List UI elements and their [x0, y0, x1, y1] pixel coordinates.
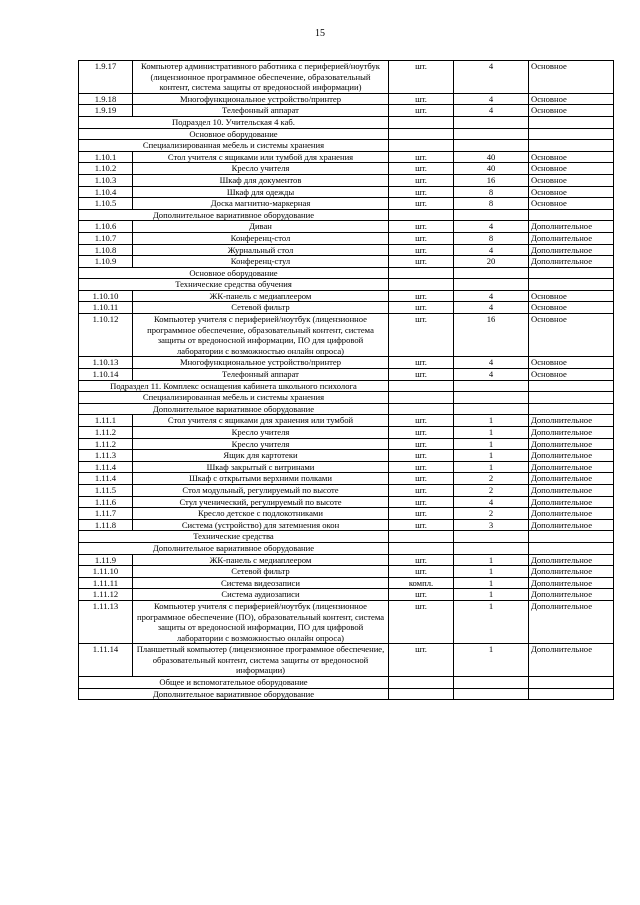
item-type: Основное [529, 151, 614, 163]
table-row [79, 290, 614, 302]
item-quantity: 1 [454, 644, 529, 677]
table-row [79, 566, 614, 578]
item-unit: шт. [389, 461, 454, 473]
table-row [79, 232, 614, 244]
section-title: Дополнительное вариативное оборудование [79, 688, 389, 700]
item-name: ЖК-панель с медиаплеером [133, 290, 389, 302]
section-header-row [79, 279, 614, 291]
item-quantity: 1 [454, 438, 529, 450]
empty-cell [454, 531, 529, 543]
item-quantity: 4 [454, 357, 529, 369]
item-name: Кресло учителя [133, 163, 389, 175]
item-type: Основное [529, 357, 614, 369]
table-row [79, 105, 614, 117]
item-type: Дополнительное [529, 589, 614, 601]
table-row [79, 415, 614, 427]
item-number: 1.11.7 [79, 508, 133, 520]
item-quantity: 1 [454, 589, 529, 601]
table-row [79, 369, 614, 381]
item-name: Система аудиозаписи [133, 589, 389, 601]
item-unit: шт. [389, 290, 454, 302]
item-unit: шт. [389, 163, 454, 175]
empty-cell [454, 116, 529, 128]
item-number: 1.10.3 [79, 174, 133, 186]
item-quantity: 40 [454, 163, 529, 175]
item-number: 1.11.12 [79, 589, 133, 601]
section-title: Специализированная мебель и системы хранения [79, 140, 389, 152]
item-unit: шт. [389, 554, 454, 566]
item-name: Ящик для картотеки [133, 450, 389, 462]
item-number: 1.11.5 [79, 484, 133, 496]
item-name: Стол учителя с ящиками или тумбой для хранения [133, 151, 389, 163]
item-quantity: 16 [454, 314, 529, 357]
table-row [79, 61, 614, 94]
item-unit: шт. [389, 357, 454, 369]
item-type: Основное [529, 105, 614, 117]
item-quantity: 2 [454, 484, 529, 496]
item-number: 1.10.5 [79, 198, 133, 210]
table-row [79, 256, 614, 268]
item-unit: шт. [389, 244, 454, 256]
item-unit: шт. [389, 600, 454, 643]
item-quantity: 1 [454, 461, 529, 473]
item-name: Журнальный стол [133, 244, 389, 256]
item-unit: шт. [389, 314, 454, 357]
item-type: Дополнительное [529, 554, 614, 566]
empty-cell [529, 209, 614, 221]
section-header-row [79, 542, 614, 554]
section-header-row [79, 380, 614, 392]
item-type: Основное [529, 290, 614, 302]
item-name: Стол модульный, регулируемый по высоте [133, 484, 389, 496]
item-number: 1.10.4 [79, 186, 133, 198]
item-type: Основное [529, 163, 614, 175]
table-row [79, 450, 614, 462]
item-number: 1.10.9 [79, 256, 133, 268]
item-type: Дополнительное [529, 221, 614, 233]
empty-cell [389, 209, 454, 221]
section-title: Общее и вспомогательное оборудование [79, 677, 389, 689]
item-quantity: 4 [454, 61, 529, 94]
item-name: Сетевой фильтр [133, 566, 389, 578]
empty-cell [389, 128, 454, 140]
item-type: Основное [529, 369, 614, 381]
item-unit: шт. [389, 473, 454, 485]
item-quantity: 4 [454, 105, 529, 117]
item-number: 1.9.19 [79, 105, 133, 117]
item-name: Конференц-стул [133, 256, 389, 268]
item-number: 1.10.7 [79, 232, 133, 244]
empty-cell [454, 279, 529, 291]
item-type: Дополнительное [529, 508, 614, 520]
item-quantity: 1 [454, 600, 529, 643]
empty-cell [389, 267, 454, 279]
item-name: Сетевой фильтр [133, 302, 389, 314]
item-name: ЖК-панель с медиаплеером [133, 554, 389, 566]
item-quantity: 8 [454, 232, 529, 244]
item-unit: шт. [389, 232, 454, 244]
item-quantity: 2 [454, 473, 529, 485]
item-name: Планшетный компьютер (лицензионное программное обеспечение, образовательный контент, система защиты от вредоносной информации) [133, 644, 389, 677]
item-type: Дополнительное [529, 519, 614, 531]
empty-cell [389, 531, 454, 543]
item-quantity: 3 [454, 519, 529, 531]
item-type: Основное [529, 61, 614, 94]
item-number: 1.10.13 [79, 357, 133, 369]
table-row [79, 151, 614, 163]
item-number: 1.11.10 [79, 566, 133, 578]
table-row [79, 589, 614, 601]
item-name: Система (устройство) для затемнения окон [133, 519, 389, 531]
item-type: Дополнительное [529, 244, 614, 256]
empty-cell [454, 542, 529, 554]
empty-cell [529, 403, 614, 415]
item-number: 1.10.12 [79, 314, 133, 357]
item-number: 1.9.17 [79, 61, 133, 94]
empty-cell [454, 688, 529, 700]
section-header-row [79, 677, 614, 689]
item-unit: шт. [389, 438, 454, 450]
item-type: Дополнительное [529, 473, 614, 485]
item-type: Дополнительное [529, 256, 614, 268]
item-quantity: 16 [454, 174, 529, 186]
item-name: Шкаф для документов [133, 174, 389, 186]
item-number: 1.11.1 [79, 415, 133, 427]
item-name: Многофункциональное устройство/принтер [133, 93, 389, 105]
empty-cell [389, 542, 454, 554]
empty-cell [529, 677, 614, 689]
item-number: 1.11.9 [79, 554, 133, 566]
item-type: Дополнительное [529, 484, 614, 496]
section-header-row [79, 209, 614, 221]
empty-cell [529, 267, 614, 279]
empty-cell [454, 128, 529, 140]
item-type: Дополнительное [529, 427, 614, 439]
table-row [79, 519, 614, 531]
section-header-row [79, 128, 614, 140]
item-quantity: 40 [454, 151, 529, 163]
section-header-row [79, 688, 614, 700]
item-number: 1.10.14 [79, 369, 133, 381]
item-quantity: 1 [454, 415, 529, 427]
section-title: Основное оборудование [79, 128, 389, 140]
empty-cell [529, 392, 614, 404]
item-number: 1.11.6 [79, 496, 133, 508]
empty-cell [529, 128, 614, 140]
item-number: 1.10.6 [79, 221, 133, 233]
item-unit: шт. [389, 221, 454, 233]
page-number: 15 [315, 28, 325, 39]
item-type: Дополнительное [529, 415, 614, 427]
empty-cell [454, 140, 529, 152]
table-row [79, 438, 614, 450]
item-name: Шкаф для одежды [133, 186, 389, 198]
empty-cell [454, 403, 529, 415]
empty-cell [529, 140, 614, 152]
item-unit: шт. [389, 427, 454, 439]
empty-cell [389, 380, 454, 392]
item-number: 1.10.1 [79, 151, 133, 163]
item-quantity: 4 [454, 244, 529, 256]
item-quantity: 4 [454, 496, 529, 508]
item-name: Шкаф закрытый с витринами [133, 461, 389, 473]
section-title: Дополнительное вариативное оборудование [79, 209, 389, 221]
item-unit: шт. [389, 450, 454, 462]
item-name: Доска магнитно-маркерная [133, 198, 389, 210]
item-unit: шт. [389, 61, 454, 94]
section-title: Технические средства [79, 531, 389, 543]
item-name: Шкаф с открытыми верхними полками [133, 473, 389, 485]
item-name: Компьютер учителя с периферией/ноутбук (лицензионное программное обеспечение, образовательный контент, система защиты от вредоносной информации, ПО для цифровой лаборатории с возможностью онлайн опроса) [133, 314, 389, 357]
item-type: Основное [529, 198, 614, 210]
item-name: Телефонный аппарат [133, 105, 389, 117]
empty-cell [389, 116, 454, 128]
section-title: Основное оборудование [79, 267, 389, 279]
empty-cell [389, 279, 454, 291]
section-title: Подраздел 11. Комплекс оснащения кабинета школьного психолога [79, 380, 389, 392]
table-row [79, 600, 614, 643]
item-name: Стол учителя с ящиками для хранения или тумбой [133, 415, 389, 427]
item-unit: шт. [389, 174, 454, 186]
item-number: 1.11.13 [79, 600, 133, 643]
table-row [79, 357, 614, 369]
item-type: Дополнительное [529, 566, 614, 578]
item-quantity: 8 [454, 186, 529, 198]
item-unit: шт. [389, 93, 454, 105]
equipment-table [78, 60, 614, 700]
item-type: Основное [529, 93, 614, 105]
section-header-row [79, 403, 614, 415]
empty-cell [454, 392, 529, 404]
table-row [79, 314, 614, 357]
empty-cell [454, 267, 529, 279]
section-header-row [79, 392, 614, 404]
item-type: Дополнительное [529, 450, 614, 462]
item-quantity: 1 [454, 450, 529, 462]
item-quantity: 4 [454, 290, 529, 302]
item-unit: шт. [389, 519, 454, 531]
empty-cell [389, 688, 454, 700]
item-number: 1.11.8 [79, 519, 133, 531]
item-name: Компьютер учителя с периферией/ноутбук (лицензионное программное обеспечение (ПО), образовательный контент, система защиты от вредоносной информации, ПО для цифровой лаборатории с возможностью онлайн опроса) [133, 600, 389, 643]
item-quantity: 1 [454, 427, 529, 439]
item-name: Система видеозаписи [133, 577, 389, 589]
empty-cell [529, 531, 614, 543]
item-name: Кресло учителя [133, 438, 389, 450]
section-title: Технические средства обучения [79, 279, 389, 291]
equipment-table-body [79, 61, 614, 700]
item-quantity: 8 [454, 198, 529, 210]
item-number: 1.10.2 [79, 163, 133, 175]
item-type: Дополнительное [529, 496, 614, 508]
item-name: Конференц-стол [133, 232, 389, 244]
item-unit: шт. [389, 186, 454, 198]
table-row [79, 174, 614, 186]
item-number: 1.11.4 [79, 473, 133, 485]
item-quantity: 4 [454, 369, 529, 381]
table-row [79, 473, 614, 485]
item-quantity: 4 [454, 93, 529, 105]
empty-cell [454, 380, 529, 392]
item-unit: шт. [389, 256, 454, 268]
item-unit: компл. [389, 577, 454, 589]
empty-cell [529, 380, 614, 392]
item-name: Телефонный аппарат [133, 369, 389, 381]
item-unit: шт. [389, 496, 454, 508]
section-title: Дополнительное вариативное оборудование [79, 403, 389, 415]
item-type: Основное [529, 314, 614, 357]
table-row [79, 554, 614, 566]
item-unit: шт. [389, 589, 454, 601]
table-row [79, 484, 614, 496]
table-row [79, 496, 614, 508]
empty-cell [529, 542, 614, 554]
empty-cell [389, 677, 454, 689]
item-name: Компьютер административного работника с периферией/ноутбук (лицензионное программное обеспечение, образовательный контент, система защиты от вредоносной информации) [133, 61, 389, 94]
item-unit: шт. [389, 369, 454, 381]
item-name: Кресло учителя [133, 427, 389, 439]
item-number: 1.10.11 [79, 302, 133, 314]
section-header-row [79, 531, 614, 543]
empty-cell [454, 209, 529, 221]
table-row [79, 93, 614, 105]
section-title: Подраздел 10. Учительская 4 каб. [79, 116, 389, 128]
item-number: 1.10.10 [79, 290, 133, 302]
item-number: 1.11.4 [79, 461, 133, 473]
item-number: 1.11.14 [79, 644, 133, 677]
table-row [79, 461, 614, 473]
item-type: Дополнительное [529, 438, 614, 450]
item-unit: шт. [389, 484, 454, 496]
item-unit: шт. [389, 151, 454, 163]
table-row [79, 577, 614, 589]
empty-cell [454, 677, 529, 689]
item-type: Дополнительное [529, 600, 614, 643]
item-unit: шт. [389, 198, 454, 210]
table-row [79, 244, 614, 256]
empty-cell [529, 279, 614, 291]
item-name: Диван [133, 221, 389, 233]
item-unit: шт. [389, 302, 454, 314]
item-number: 1.10.8 [79, 244, 133, 256]
table-row [79, 644, 614, 677]
empty-cell [389, 140, 454, 152]
empty-cell [389, 403, 454, 415]
item-quantity: 1 [454, 566, 529, 578]
item-type: Дополнительное [529, 461, 614, 473]
table-row [79, 186, 614, 198]
item-number: 1.11.2 [79, 427, 133, 439]
item-quantity: 4 [454, 302, 529, 314]
section-header-row [79, 267, 614, 279]
item-number: 1.11.2 [79, 438, 133, 450]
item-unit: шт. [389, 644, 454, 677]
item-type: Дополнительное [529, 644, 614, 677]
item-quantity: 1 [454, 554, 529, 566]
table-row [79, 427, 614, 439]
table-row [79, 198, 614, 210]
item-name: Кресло детское с подлокотниками [133, 508, 389, 520]
empty-cell [389, 392, 454, 404]
item-number: 1.11.3 [79, 450, 133, 462]
item-unit: шт. [389, 105, 454, 117]
section-header-row [79, 140, 614, 152]
item-type: Дополнительное [529, 577, 614, 589]
empty-cell [529, 688, 614, 700]
item-name: Стул ученический, регулируемый по высоте [133, 496, 389, 508]
section-header-row [79, 116, 614, 128]
item-unit: шт. [389, 566, 454, 578]
section-title: Специализированная мебель и системы хранения [79, 392, 389, 404]
table-row [79, 302, 614, 314]
item-quantity: 20 [454, 256, 529, 268]
table-row [79, 163, 614, 175]
item-type: Основное [529, 174, 614, 186]
table-row [79, 221, 614, 233]
item-unit: шт. [389, 508, 454, 520]
item-type: Дополнительное [529, 232, 614, 244]
item-unit: шт. [389, 415, 454, 427]
item-name: Многофункциональное устройство/принтер [133, 357, 389, 369]
section-title: Дополнительное вариативное оборудование [79, 542, 389, 554]
item-quantity: 2 [454, 508, 529, 520]
item-type: Основное [529, 186, 614, 198]
item-quantity: 4 [454, 221, 529, 233]
empty-cell [529, 116, 614, 128]
table-row [79, 508, 614, 520]
item-number: 1.9.18 [79, 93, 133, 105]
item-quantity: 1 [454, 577, 529, 589]
item-number: 1.11.11 [79, 577, 133, 589]
item-type: Основное [529, 302, 614, 314]
